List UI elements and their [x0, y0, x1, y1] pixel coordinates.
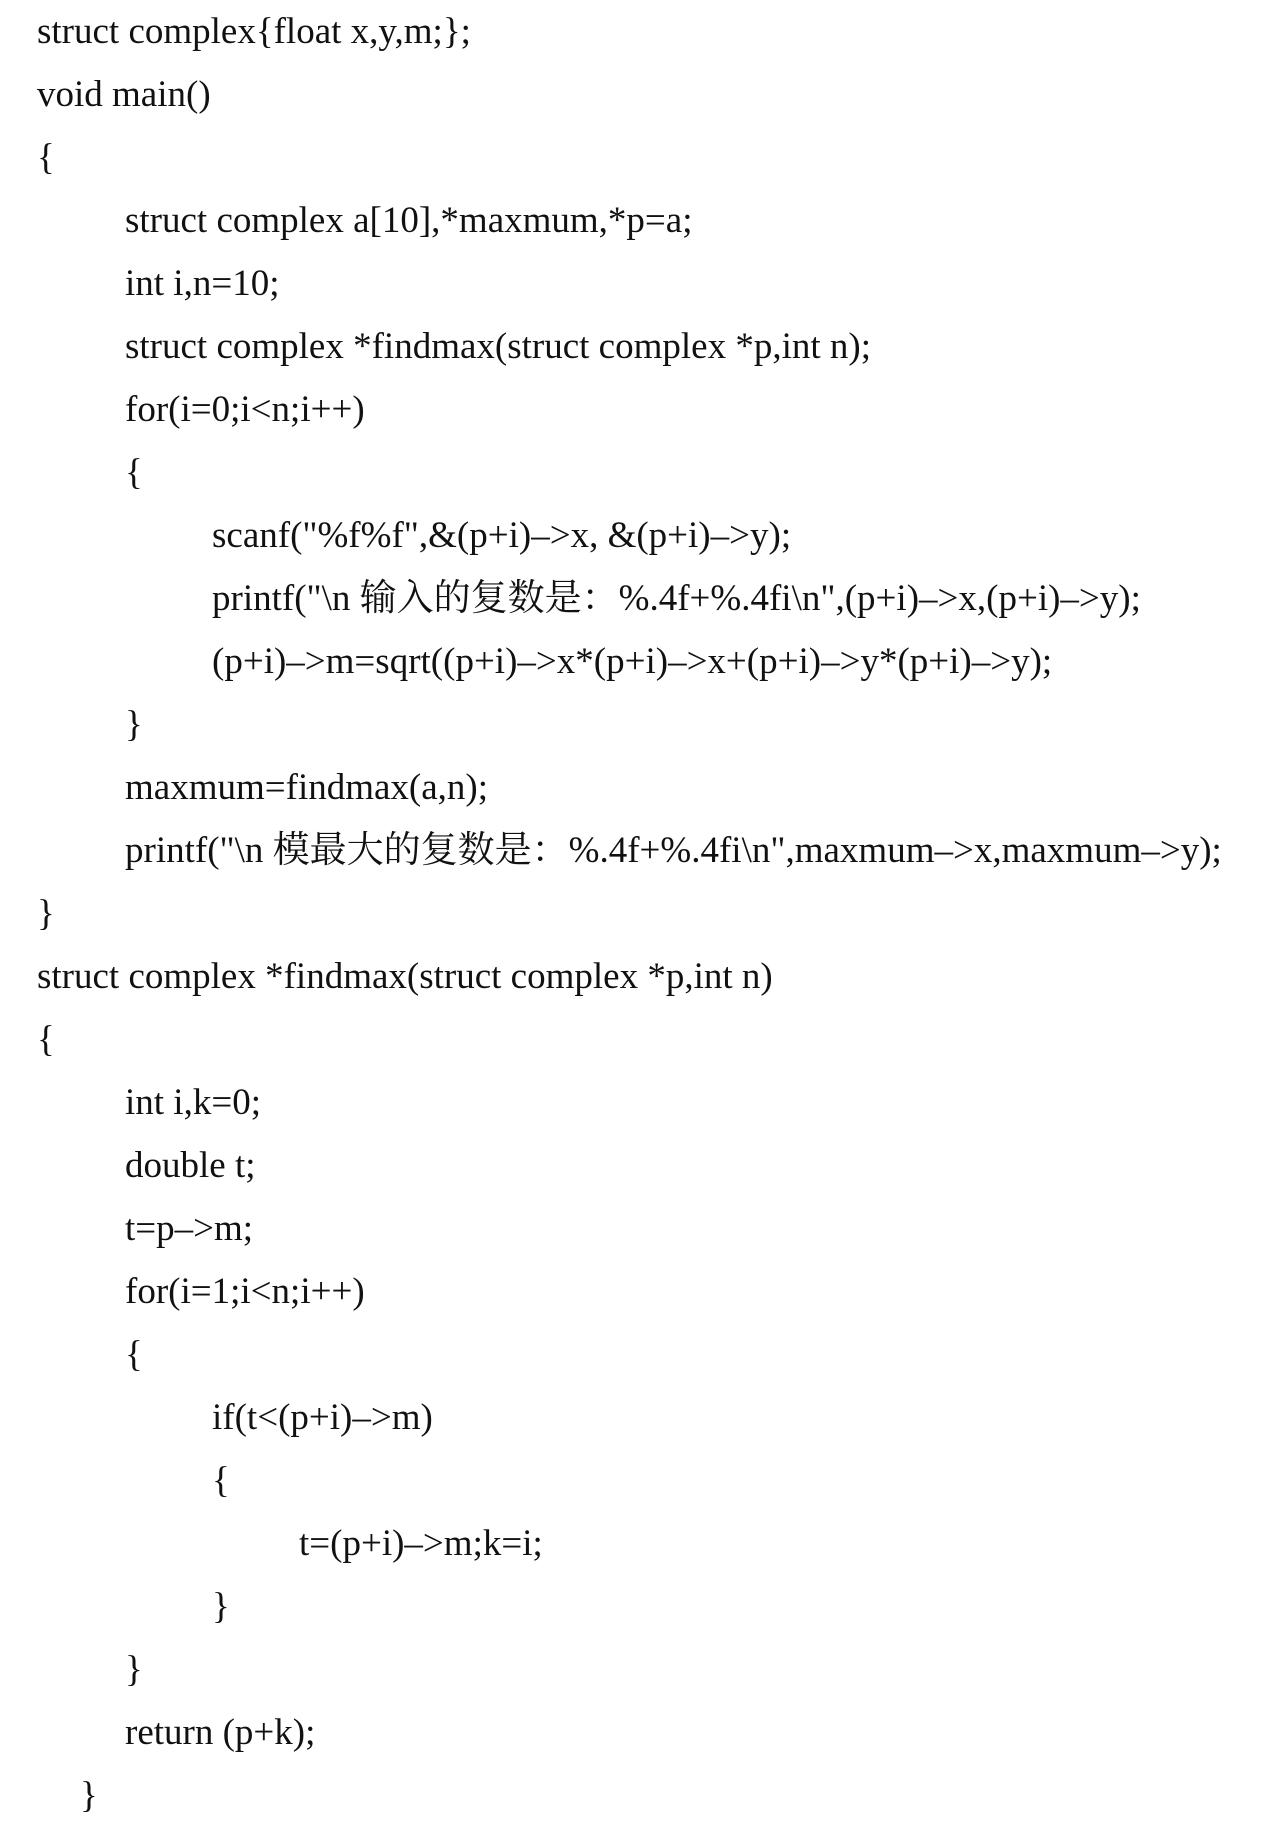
code-line-18: int i,k=0; [125, 1082, 261, 1123]
code-line-6: struct complex *findmax(struct complex *p,int n); [125, 326, 871, 367]
code-line-27: } [125, 1649, 143, 1690]
code-line-7: for(i=0;i<n;i++) [125, 389, 365, 430]
code-line-23: if(t<(p+i)–>m) [212, 1397, 433, 1438]
code-line-19: double t; [125, 1145, 256, 1186]
code-line-12: } [125, 704, 143, 745]
code-line-9: scanf("%f%f",&(p+i)–>x, &(p+i)–>y); [212, 515, 792, 556]
code-line-11: (p+i)–>m=sqrt((p+i)–>x*(p+i)–>x+(p+i)–>y*(p+i)–>y); [212, 641, 1053, 682]
code-line-21: for(i=1;i<n;i++) [125, 1271, 365, 1312]
code-line-4: struct complex a[10],*maxmum,*p=a; [125, 200, 693, 241]
code-line-8: { [125, 452, 143, 493]
code-line-17: { [37, 1019, 55, 1060]
code-line-26: } [212, 1586, 230, 1627]
code-line-5: int i,n=10; [125, 263, 280, 304]
code-line-22: { [125, 1334, 143, 1375]
code-line-20: t=p–>m; [125, 1208, 254, 1249]
code-line-16: struct complex *findmax(struct complex *p,int n) [37, 956, 773, 997]
code-line-2: void main() [37, 74, 211, 115]
code-line-1: struct complex{float x,y,m;}; [37, 11, 471, 52]
code-line-25: t=(p+i)–>m;k=i; [299, 1523, 543, 1564]
code-line-24: { [212, 1460, 230, 1501]
code-line-15: } [37, 893, 55, 934]
code-line-29: } [80, 1775, 98, 1816]
code-line-28: return (p+k); [125, 1712, 316, 1753]
code-line-14: printf("\n 模最大的复数是：%.4f+%.4fi\n",maxmum–>x,maxmum–>y); [125, 830, 1222, 871]
code-line-13: maxmum=findmax(a,n); [125, 767, 489, 808]
code-line-3: { [37, 137, 55, 178]
code-line-10: printf("\n 输入的复数是：%.4f+%.4fi\n",(p+i)–>x,(p+i)–>y); [212, 578, 1141, 619]
